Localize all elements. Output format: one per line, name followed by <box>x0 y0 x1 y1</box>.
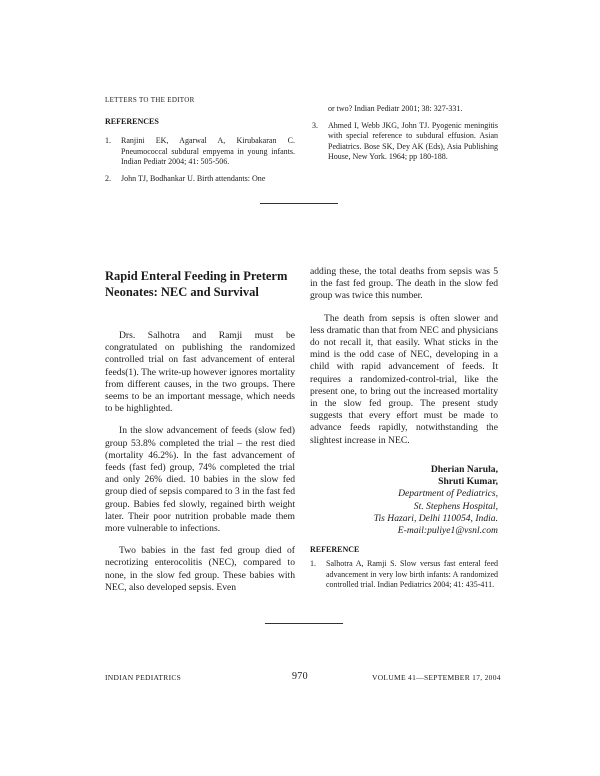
footer-journal: INDIAN PEDIATRICS <box>105 673 182 682</box>
reference-item <box>105 174 295 185</box>
reference-number: 1. <box>310 559 316 568</box>
reference-item <box>105 136 295 168</box>
body-paragraph: Drs. Salhotra and Ramji must be congratulated on publishing the randomized controlled trial on fast advancement of enteral feeds(1). The write-up however ignores mortality from different causes, in the two groups. There seems to be an important message, which needs to be highlighted. <box>105 330 295 415</box>
reference-heading: REFERENCE <box>310 545 360 554</box>
affiliation-line: Department of Pediatrics, <box>398 488 498 500</box>
left-body-column <box>105 330 295 604</box>
reference-list <box>105 136 295 184</box>
reference-number: 1. <box>105 136 111 145</box>
article-reference-list <box>310 559 498 597</box>
article-title: Rapid Enteral Feeding in Preterm Neonates: NEC and Survival <box>105 269 288 299</box>
body-paragraph: Two babies in the fast fed group died of necrotizing enterocolitis (NEC), compared to none, in the slow fed group. These babies with NEC, also developed sepsis. Even <box>105 545 295 593</box>
signature-block <box>310 464 498 537</box>
affiliation-line: Tis Hazari, Delhi 110054, India. <box>373 512 498 524</box>
reference-continuation: or two? Indian Pediatr 2001; 38: 327-331. <box>328 104 463 113</box>
footer-volume: VOLUME 41—SEPTEMBER 17, 2004 <box>372 673 501 682</box>
body-paragraph: In the slow advancement of feeds (slow fed) group 53.8% completed the trial – the rest died (mortality 46.2%). In the fast advancement of feeds (fast fed) group, 74% completed the trial and only 26% died. 10 babies in the slow fed group died of sepsis compared to 3 in the fast fed group. Babies fed slowly, regained birth weight later. Their poor nutrition probable made them more vulnerable to infections. <box>105 425 295 535</box>
page-number: 970 <box>292 671 308 682</box>
author-name: Dherian Narula, <box>430 464 498 475</box>
reference-number: 2. <box>105 173 111 183</box>
reference-text: John TJ, Bodhankar U. Birth attendants: One <box>121 173 266 183</box>
end-divider <box>265 623 343 624</box>
section-divider <box>260 203 338 204</box>
references-heading: REFERENCES <box>105 117 159 126</box>
author-name: Shruti Kumar, <box>438 476 498 488</box>
body-paragraph: The death from sepsis is often slower and less dramatic than that from NEC and physicians do not recall it, that easily. What sticks in the mind is the odd case of NEC, developing in a child with rapid advancement of feeds. It requires a randomized-control-trial, like the present one, to bring out the increased mortality in the slow fed group. The present study suggests that every effort must be made to advance feeds rapidly, notwithstanding the slightest increase in NEC. <box>310 312 498 446</box>
top-references-left <box>105 117 295 190</box>
top-references-right <box>312 104 498 169</box>
reference-text: Ahmed I, Webb JKG, John TJ. Pyogenic meningitis with special reference to subdural effusion. Asian Pediatrics. Bose SK, Dey AK (Eds), Asia Publishing House, New York. 1964; pp 180-188. <box>328 120 498 161</box>
email-line: E-mail:puliye1@vsnl.com <box>397 525 498 537</box>
reference-item <box>312 121 498 163</box>
affiliation-line: St. Stephens Hospital, <box>413 500 498 512</box>
body-paragraph-continuation: adding these, the total deaths from sepsis was 5 in the fast fed group. The death in the slow fed group was twice this number. <box>310 266 498 302</box>
right-body-column <box>310 266 498 457</box>
running-head: LETTERS TO THE EDITOR <box>105 96 195 104</box>
reference-number: 3. <box>312 120 318 130</box>
reference-text: Ranjini EK, Agarwal A, Kirubakaran C. Pneumococcal subdural empyema in young infants. Indian Pediatr 2004; 41: 505-506. <box>121 136 295 166</box>
reference-item <box>310 559 498 591</box>
reference-text: Salhotra A, Ramji S. Slow versus fast enteral feed advancement in very low birth infants: A randomized controlled trial. Indian Pediatrics 2004; 41: 435-411. <box>326 559 498 589</box>
